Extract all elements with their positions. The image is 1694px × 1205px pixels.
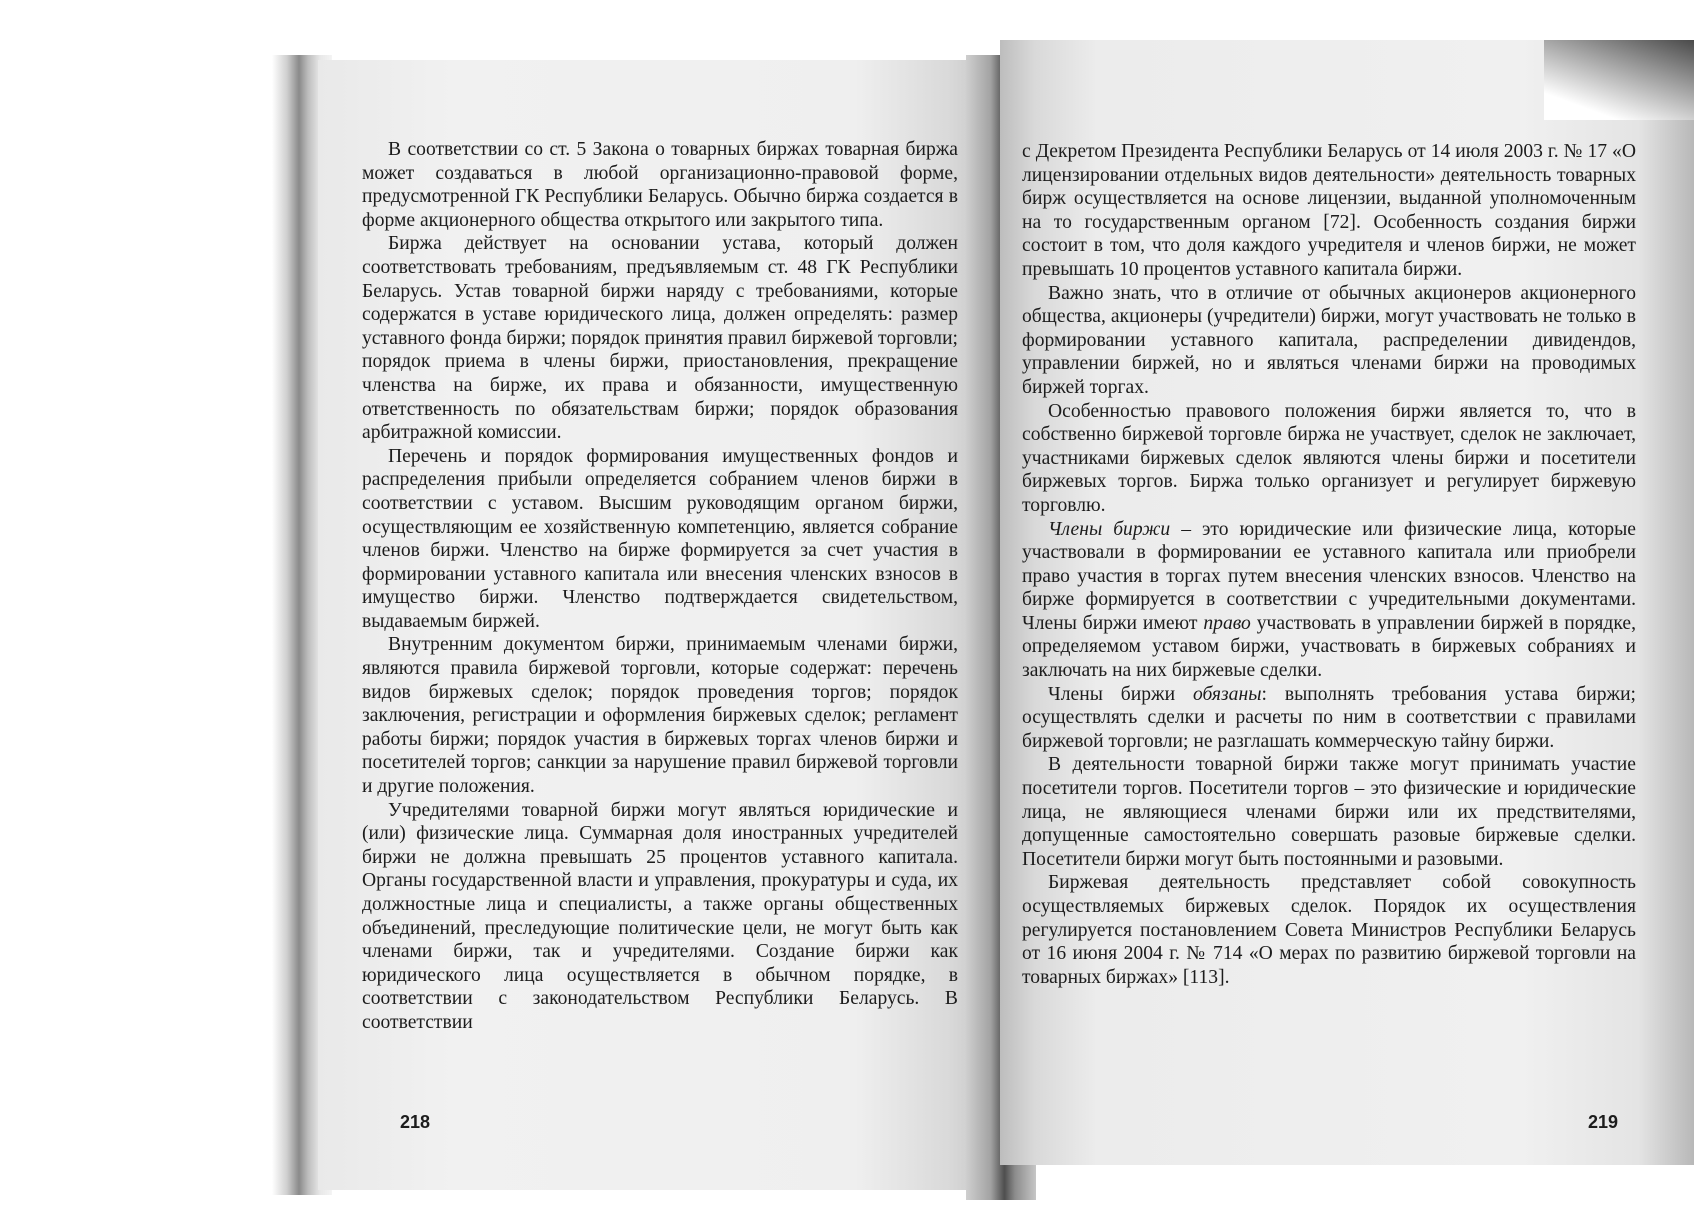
paragraph bbox=[1022, 683, 1636, 754]
left-page bbox=[318, 60, 990, 1190]
paragraph bbox=[1022, 518, 1636, 683]
left-page-text bbox=[362, 138, 958, 1035]
right-page-text bbox=[1022, 140, 1636, 989]
page-number-right: 219 bbox=[1588, 1112, 1619, 1132]
paragraph: Особенностью правового положения биржи является то, что в собственно биржевой торговле биржа не участвует, сделок не заключает, участниками биржевых сделок являются члены биржи и посетители биржевых торгов. Биржа только организует и регулирует биржевую торговлю. bbox=[1022, 400, 1636, 516]
paragraph: Биржевая деятельность представляет собой совокупность осуществляемых биржевых сделок. Порядок их осуществления регулируется постановлением Совета Министров Республики Беларусь от 16 июня 2004 г. № 714 «О мерах по развитию биржевой торговли на товарных биржах» [113]. bbox=[1022, 872, 1636, 988]
paragraph: Внутренним документом биржи, принимаемым членами биржи, являются правила биржевой торговли, которые содержат: перечень видов биржевых сделок; порядок проведения торгов; порядок заключения, регистрации и оформления биржевых сделок; регламент работы биржи; порядок участия в биржевых торгах членов биржи и посетителей торгов; санкции за нарушение правил биржевой торговли и другие положения. bbox=[362, 634, 958, 798]
page-number-left: 218 bbox=[400, 1112, 431, 1132]
text-span: Члены биржи bbox=[1048, 683, 1194, 705]
right-page bbox=[1000, 40, 1694, 1165]
text-span: – это юридические или физические лица, которые участвовали в формировании ее уставного капитала или приобрели право участия в торгах путем внесения членских взносов. Членство на бирже формируется в соответствии с учредительными документами. Члены биржи имеют bbox=[1022, 518, 1637, 634]
paragraph: с Декретом Президента Республики Беларусь от 14 июля 2003 г. № 17 «О лицензировании отдельных видов деятельности» деятельность товарных бирж осуществляется на основе лицензии, выданной уполномоченным на то государственным органом [72]. Особенность создания биржи состоит в том, что доля каждого учредителя и членов биржи, не может превышать 10 процентов уставного капитала биржи. bbox=[1022, 141, 1636, 280]
term-italic: право bbox=[1203, 612, 1251, 634]
page-corner-shadow bbox=[1544, 40, 1694, 120]
term-italic: обязаны bbox=[1193, 683, 1262, 705]
paragraph: Биржа действует на основании устава, который должен соответствовать требованиям, предъявляемым ст. 48 ГК Республики Беларусь. Устав товарной биржи наряду с требованиями, которые содержатся в уставе юридического лица, должен определять: размер уставного фонда биржи; порядок принятия правил биржевой торговли; порядок приема в члены биржи, приостановления, прекращение членства на бирже, их права и обязанности, имущественную ответственность по обязательствам биржи; порядок образования арбитражной комиссии. bbox=[362, 233, 958, 444]
paragraph: В деятельности товарной биржи также могут принимать участие посетители торгов. Посетители торгов – это физические и юридические лица, не являющиеся членами биржи или их предствителями, допущенные самостоятельно совершать разовые биржевые сделки. Посетители биржи могут быть постоянными и разовыми. bbox=[1022, 754, 1636, 870]
text-span: участвовать в управлении биржей в порядке, определяемом уставом биржи, участвовать в биржевых собраниях и заключать на них биржевые сделки. bbox=[1022, 612, 1636, 682]
paragraph: В соответствии со ст. 5 Закона о товарных биржах товарная биржа может создаваться в любой организационно-правовой форме, предусмотренной ГК Республики Беларусь. Обычно биржа создается в форме акционерного общества открытого или закрытого типа. bbox=[362, 139, 958, 231]
paragraph: Учредителями товарной биржи могут являться юридические и (или) физические лица. Суммарная доля иностранных учредителей биржи не должна превышать 25 процентов уставного капитала. Органы государственной власти и управления, прокуратуры и суда, их должностные лица и специалисты, а также органы общественных объединений, преследующие политические цели, не могут быть как членами биржи, так и учредителями. Создание биржи как юридического лица осуществляется в обычном порядке, в соответствии с законодательством Республики Беларусь. В соответствии bbox=[362, 799, 958, 1033]
text-span: : выполнять требования устава биржи; осуществлять сделки и расчеты по ним в соответствии с правилами биржевой торговли; не разглашать коммерческую тайну биржи. bbox=[1022, 683, 1637, 752]
term-italic: Члены биржи bbox=[1048, 518, 1171, 540]
paragraph: Важно знать, что в отличие от обычных акционеров акционерного общества, акционеры (учредители) биржи, могут участвовать не только в формировании уставного капитала, распределении дивидендов, управлении биржей, но и являться членами биржи на проводимых биржей торгах. bbox=[1022, 282, 1636, 398]
paragraph: Перечень и порядок формирования имущественных фондов и распределения прибыли определяется собранием членов биржи в соответствии с уставом. Высшим руководящим органом биржи, осуществляющим ее хозяйственную компетенцию, является собрание членов биржи. Членство на бирже формируется за счет участия в формировании уставного капитала или внесения членских взносов в имущество биржи. Членство подтверждается свидетельством, выдаваемым биржей. bbox=[362, 445, 958, 632]
